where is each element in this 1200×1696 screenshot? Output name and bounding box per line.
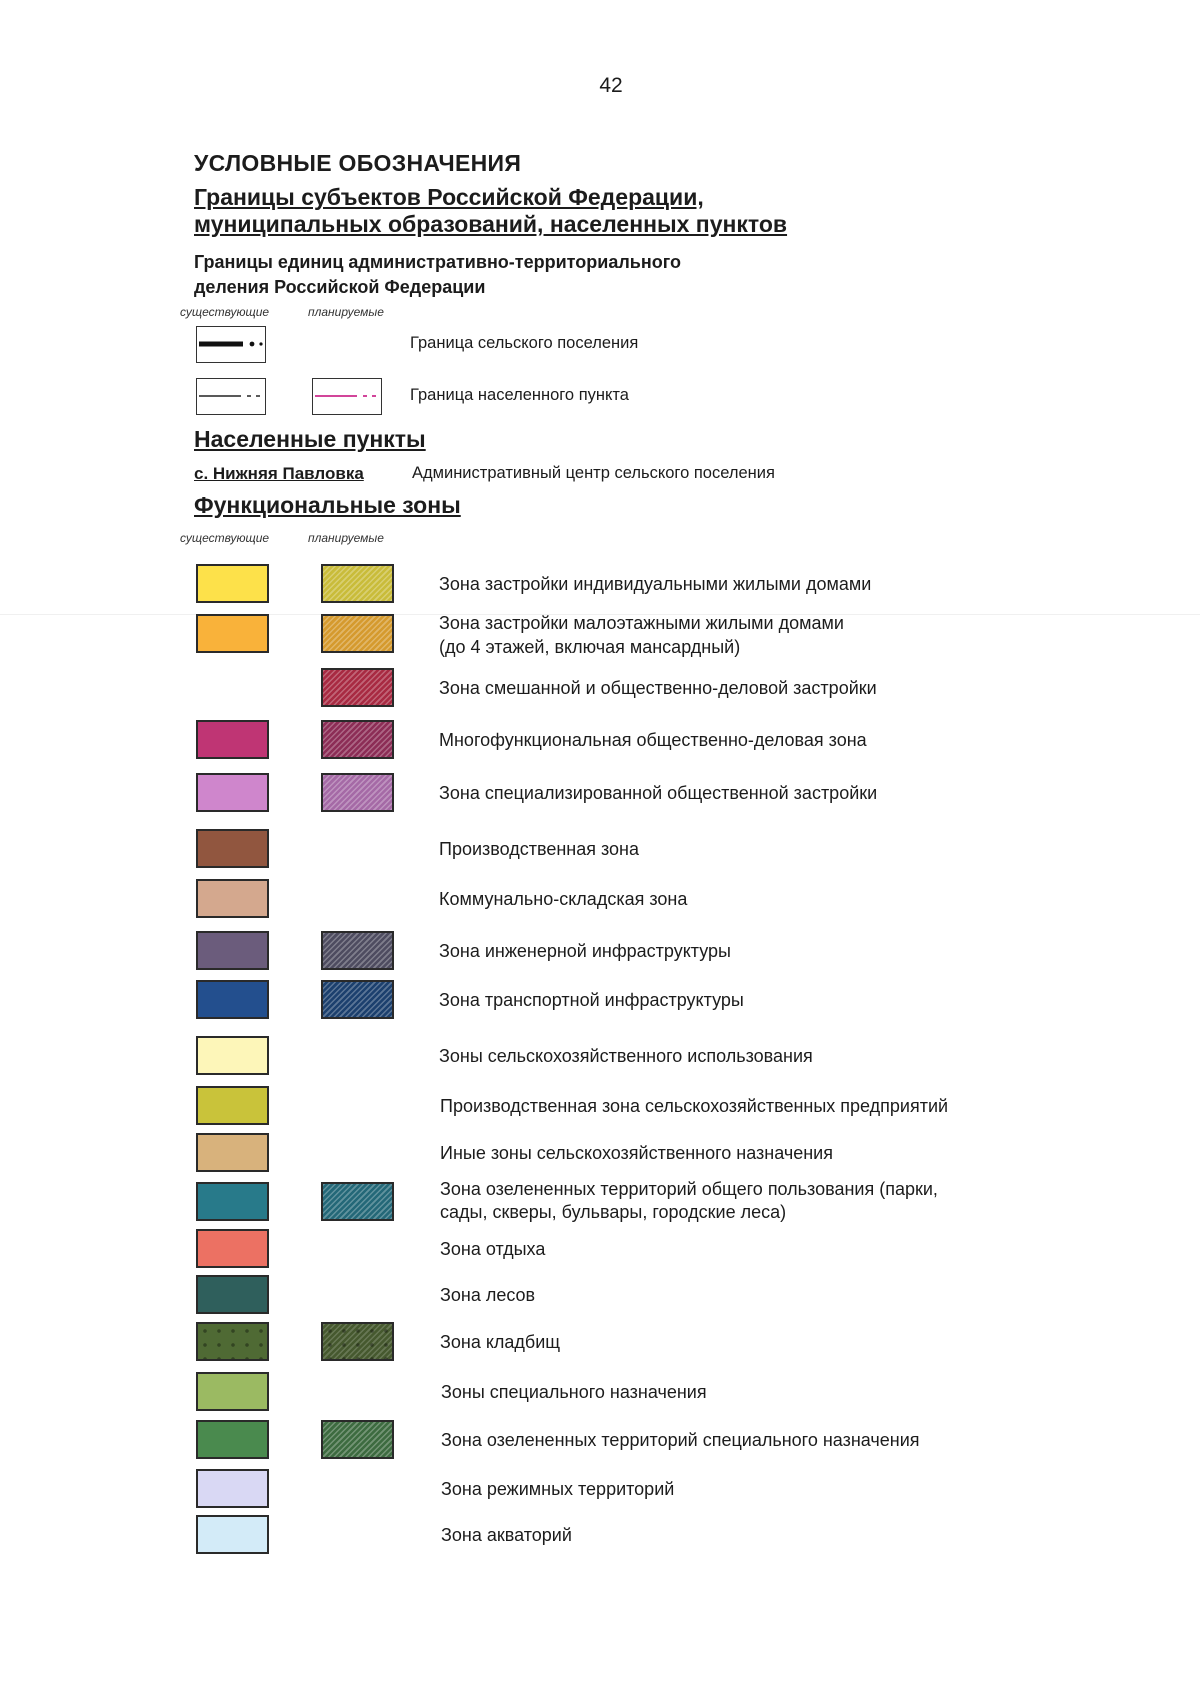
swatch-planned-cemeteries	[321, 1322, 394, 1361]
swatch-planned-multifunctional	[321, 720, 394, 759]
zone-label-special-green: Зона озелененных территорий специального назначения	[441, 1430, 920, 1450]
boundaries-col-planned: планируемые	[308, 305, 384, 319]
page-number: 42	[599, 74, 623, 97]
swatch-existing-other-agricultural	[196, 1133, 269, 1172]
swatch-planned-specialized-public	[321, 773, 394, 812]
swatch-existing-special-green	[196, 1420, 269, 1459]
zone-label-agricultural-production: Производственная зона сельскохозяйственных предприятий	[440, 1096, 949, 1116]
zone-label-public-green: Зона озелененных территорий общего пользования (парки,	[440, 1179, 938, 1199]
swatch-existing-multifunctional	[196, 720, 269, 759]
swatch-existing-transport	[196, 980, 269, 1019]
zones-heading: Функциональные зоны	[194, 492, 461, 518]
swatch-existing-water	[196, 1515, 269, 1554]
boundaries-heading-line1: Границы субъектов Российской Федерации,	[194, 184, 704, 210]
settlement-description: Административный центр сельского поселения	[412, 464, 775, 482]
swatch-existing-agricultural-use	[196, 1036, 269, 1075]
zones-col-planned: планируемые	[308, 531, 384, 545]
zone-label-engineering: Зона инженерной инфраструктуры	[439, 941, 731, 961]
zone-label-special-purpose: Зоны специального назначения	[441, 1382, 707, 1402]
zone-label-recreation: Зона отдыха	[440, 1239, 546, 1259]
swatch-existing-engineering	[196, 931, 269, 970]
swatch-planned-individual-housing	[321, 564, 394, 603]
zone-label-mixed-business: Зона смешанной и общественно-деловой застройки	[439, 678, 877, 698]
rural-settlement-boundary-label: Граница сельского поселения	[410, 334, 639, 352]
zone-label-individual-housing: Зона застройки индивидуальными жилыми домами	[439, 574, 872, 594]
swatch-planned-transport	[321, 980, 394, 1019]
swatch-existing-lowrise-housing	[196, 614, 269, 653]
zone-label-lowrise-housing: Зона застройки малоэтажными жилыми домами	[439, 613, 844, 633]
zones-col-existing: существующие	[180, 531, 270, 545]
swatch-planned-engineering	[321, 931, 394, 970]
swatch-existing-specialized-public	[196, 773, 269, 812]
rural-settlement-boundary-symbol	[196, 326, 266, 363]
swatch-existing-restricted	[196, 1469, 269, 1508]
zone-label-water: Зона акваторий	[441, 1525, 572, 1545]
zone-label-communal-storage: Коммунально-складская зона	[439, 889, 688, 909]
boundaries-subheading-line1: Границы единиц административно-территориального	[194, 252, 681, 272]
swatch-existing-public-green	[196, 1182, 269, 1221]
swatch-planned-mixed-business	[321, 668, 394, 707]
zone-label-forests: Зона лесов	[440, 1285, 536, 1305]
page-title: УСЛОВНЫЕ ОБОЗНАЧЕНИЯ	[194, 150, 522, 176]
locality-boundary-planned-symbol	[312, 378, 382, 415]
swatch-existing-forests	[196, 1275, 269, 1314]
boundaries-subheading-line2: деления Российской Федерации	[194, 277, 486, 297]
zone-label-production: Производственная зона	[439, 839, 640, 859]
swatch-existing-production	[196, 829, 269, 868]
zone-label-multifunctional: Многофункциональная общественно-деловая зона	[439, 730, 867, 750]
locality-boundary-label: Граница населенного пункта	[410, 386, 629, 404]
swatch-existing-cemeteries	[196, 1322, 269, 1361]
swatch-existing-individual-housing	[196, 564, 269, 603]
swatch-planned-lowrise-housing	[321, 614, 394, 653]
zone-label-restricted: Зона режимных территорий	[441, 1479, 675, 1499]
zone-label-transport: Зона транспортной инфраструктуры	[439, 990, 744, 1010]
swatch-planned-public-green	[321, 1182, 394, 1221]
swatch-existing-communal-storage	[196, 879, 269, 918]
zone-label-agricultural-use: Зоны сельскохозяйственного использования	[439, 1046, 813, 1066]
settlements-heading: Населенные пункты	[194, 426, 426, 452]
swatch-planned-special-green	[321, 1420, 394, 1459]
zone-label-public-green-line2: сады, скверы, бульвары, городские леса)	[440, 1202, 787, 1222]
boundaries-col-existing: существующие	[180, 305, 270, 319]
swatch-existing-special-purpose	[196, 1372, 269, 1411]
settlement-name: с. Нижняя Павловка	[194, 464, 364, 483]
boundaries-heading-line2: муниципальных образований, населенных пунктов	[194, 211, 788, 237]
zone-label-specialized-public: Зона специализированной общественной застройки	[439, 783, 878, 803]
locality-boundary-existing-symbol	[196, 378, 266, 415]
swatch-existing-recreation	[196, 1229, 269, 1268]
swatch-existing-agricultural-production	[196, 1086, 269, 1125]
zone-label-other-agricultural: Иные зоны сельскохозяйственного назначения	[440, 1143, 833, 1163]
zone-label-cemeteries: Зона кладбищ	[440, 1332, 561, 1352]
zone-label-lowrise-housing-line2: (до 4 этажей, включая мансардный)	[439, 637, 741, 657]
